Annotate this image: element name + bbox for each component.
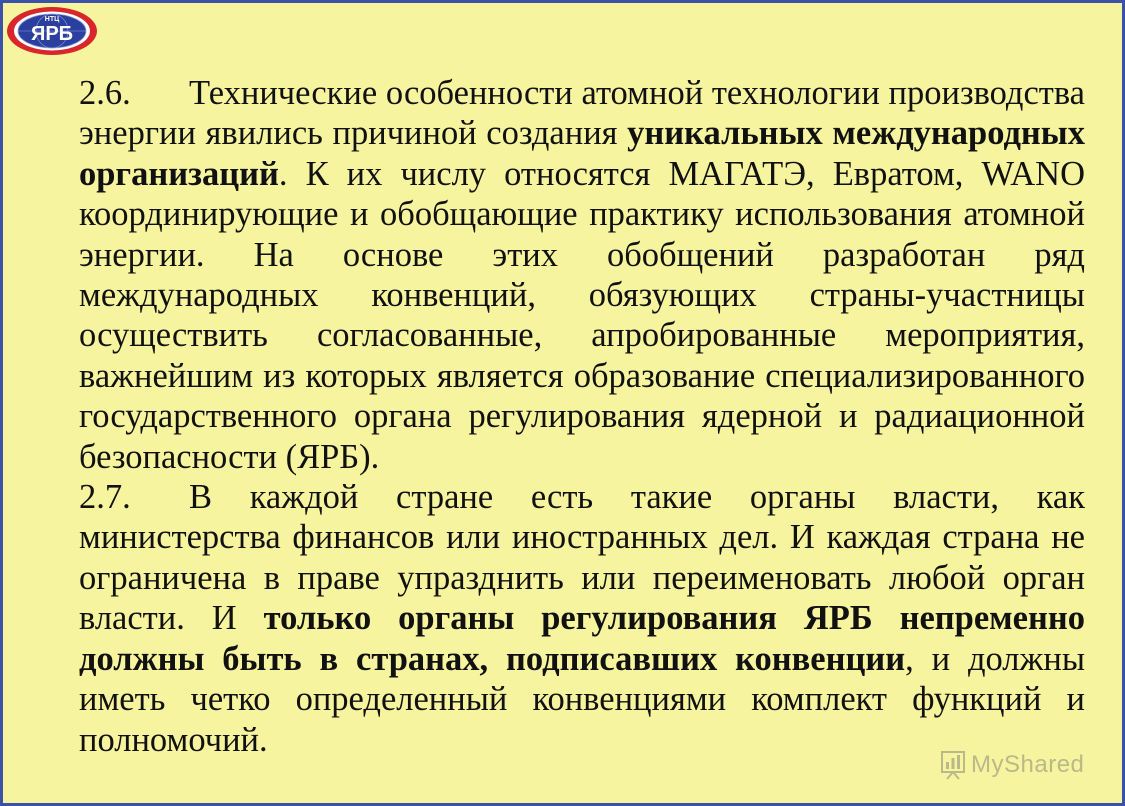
paragraph-text: . К их числу относятся МАГАТЭ, Евратом, WANO координирующие и обобщающие практику использования атомной энергии. На основе этих обобщений разработан ряд международных конвенций, обязующих страны-участницы осуществить согласованные, апробированные мероприятия, важнейшим из которых является образование специализированного государственного органа регулирования ядерной и радиационной безопасности (ЯРБ). (79, 154, 1085, 476)
bold-emphasis: уникальных международных организаций (79, 114, 1085, 193)
slide-body (79, 73, 1085, 760)
logo-top-text: НТЦ (44, 16, 60, 23)
paragraph-text: Технические особенности атомной технологии производства энергии явились причиной создания (79, 74, 1085, 153)
watermark-text: MyShared (971, 751, 1085, 778)
paragraph-text: , и должны иметь четко определенный конвенциями комплект функций и полномочий. (79, 639, 1085, 759)
paragraph-text: В каждой стране есть такие органы власти, как министерства финансов или иностранных дел. И каждая страна не ограничена в праве упразднить или переименовать любой орган власти. И (79, 478, 1085, 638)
ntc-yarb-logo (5, 5, 99, 57)
paragraph-2-6 (79, 73, 1085, 477)
paragraph-2-7 (79, 477, 1085, 760)
logo-main-text: ЯРБ (30, 23, 74, 45)
bold-emphasis: только органы регулирования ЯРБ непременно должны быть в странах, подписавших конвенции (79, 599, 1085, 678)
paragraph-number: 2.7. (79, 478, 131, 517)
paragraph-number: 2.6. (79, 74, 131, 112)
myshared-watermark (939, 747, 1099, 783)
myshared-icon (939, 750, 967, 780)
